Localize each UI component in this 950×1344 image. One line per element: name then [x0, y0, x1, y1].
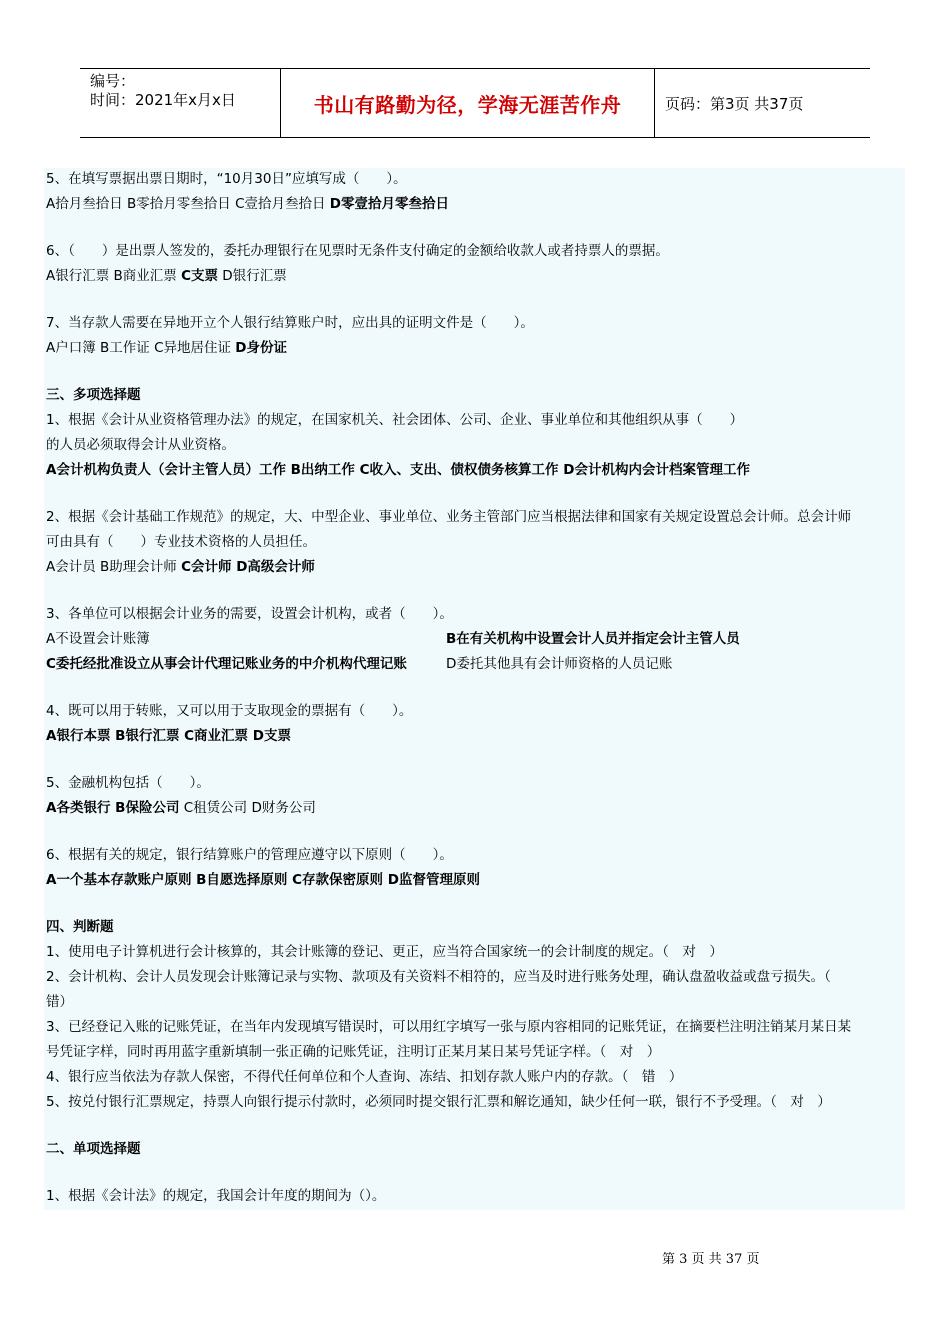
answer-options: A一个基本存款账户原则 B自愿选择原则 C存款保密原则 D监督管理原则	[46, 872, 480, 888]
answer-options: A户口簿 B工作证 C异地居住证 D身份证	[46, 340, 288, 356]
judgement-item-cont: 号凭证字样，同时再用蓝字重新填制一张正确的记账凭证，注明订正某月某日某号凭证字样。（ 对 ）	[46, 1044, 661, 1060]
question-line: 1、根据《会计法》的规定，我国会计年度的期间为（）。	[46, 1188, 386, 1204]
section-heading: 四、判断题	[46, 919, 114, 935]
answer-option-c: C委托经批准设立从事会计代理记账业务的中介机构代理记账	[46, 656, 407, 672]
judgement-item: 4、银行应当依法为存款人保密，不得代任何单位和个人查询、冻结、扣划存款人账户内的存款。（ 错 ）	[46, 1069, 683, 1085]
question-line: 6、根据有关的规定，银行结算账户的管理应遵守以下原则（ ）。	[46, 847, 453, 863]
answer-options: A会计机构负责人（会计主管人员）工作 B出纳工作 C收入、支出、债权债务核算工作 D会计机构内会计档案管理工作	[46, 462, 750, 478]
answer-option-b: B在有关机构中设置会计人员并指定会计主管人员	[446, 631, 740, 647]
answer-options: A会计员 B助理会计师 C会计师 D高级会计师	[46, 559, 315, 575]
answer-options: A银行汇票 B商业汇票 C支票 D银行汇票	[46, 268, 287, 284]
header-info-cell	[80, 69, 280, 137]
question-line: 5、金融机构包括（ ）。	[46, 775, 210, 791]
question-line: 7、当存款人需要在异地开立个人银行结算账户时，应出具的证明文件是（ ）。	[46, 315, 534, 331]
document-body	[44, 168, 905, 1210]
question-line: 1、根据《会计从业资格管理办法》的规定，在国家机关、社会团体、公司、企业、事业单位和其他组织从事（ ）	[46, 412, 744, 428]
question-line: 3、各单位可以根据会计业务的需要，设置会计机构，或者（ ）。	[46, 606, 453, 622]
answer-options: A各类银行 B保险公司 C租赁公司 D财务公司	[46, 800, 316, 816]
header-motto: 书山有路勤为径，学海无涯苦作舟	[313, 92, 622, 117]
section-heading: 二、单项选择题	[46, 1141, 141, 1157]
date-label: 时间：2021年x月x日	[90, 91, 236, 109]
judgement-item: 1、使用电子计算机进行会计核算的，其会计账簿的登记、更正，应当符合国家统一的会计制度的规定。（ 对 ）	[46, 944, 723, 960]
judgement-item: 3、已经登记入账的记账凭证，在当年内发现填写错误时，可以用红字填写一张与原内容相同的记账凭证，在摘要栏注明注销某月某日某	[46, 1019, 852, 1035]
question-line: 4、既可以用于转账，又可以用于支取现金的票据有（ ）。	[46, 703, 413, 719]
question-line: 6、（ ）是出票人签发的，委托办理银行在见票时无条件支付确定的金额给收款人或者持票人的票据。	[46, 243, 669, 259]
page-header	[80, 68, 870, 138]
page-footer: 第 3 页 共 37 页	[662, 1252, 760, 1267]
question-line: 可由具有（ ）专业技术资格的人员担任。	[46, 534, 316, 550]
judgement-item-cont: 错）	[46, 994, 73, 1010]
question-line: 5、在填写票据出票日期时，“10月30日”应填写成（ ）。	[46, 171, 407, 187]
answer-options: A银行本票 B银行汇票 C商业汇票 D支票	[46, 728, 291, 744]
judgement-item: 5、按兑付银行汇票规定，持票人向银行提示付款时，必须同时提交银行汇票和解讫通知，缺少任何一联，银行不予受理。（ 对 ）	[46, 1094, 831, 1110]
answer-options: A拾月叁拾日 B零拾月零叁拾日 C壹拾月叁拾日 D零壹拾月零叁拾日	[46, 196, 450, 212]
judgement-item: 2、会计机构、会计人员发现会计账簿记录与实物、款项及有关资料不相符的，应当及时进行账务处理，确认盘盈收益或盘亏损失。（	[46, 969, 831, 985]
question-line: 的人员必须取得会计从业资格。	[46, 437, 235, 453]
header-page-info: 页码：第3页 共37页	[665, 94, 804, 113]
number-label: 编号：	[90, 72, 136, 90]
answer-option-d: D委托其他具有会计师资格的人员记账	[446, 656, 673, 672]
question-line: 2、根据《会计基础工作规范》的规定，大、中型企业、事业单位、业务主管部门应当根据法律和国家有关规定设置总会计师。总会计师	[46, 509, 852, 525]
answer-option-a: A不设置会计账簿	[46, 631, 150, 647]
section-heading: 三、多项选择题	[46, 387, 141, 403]
